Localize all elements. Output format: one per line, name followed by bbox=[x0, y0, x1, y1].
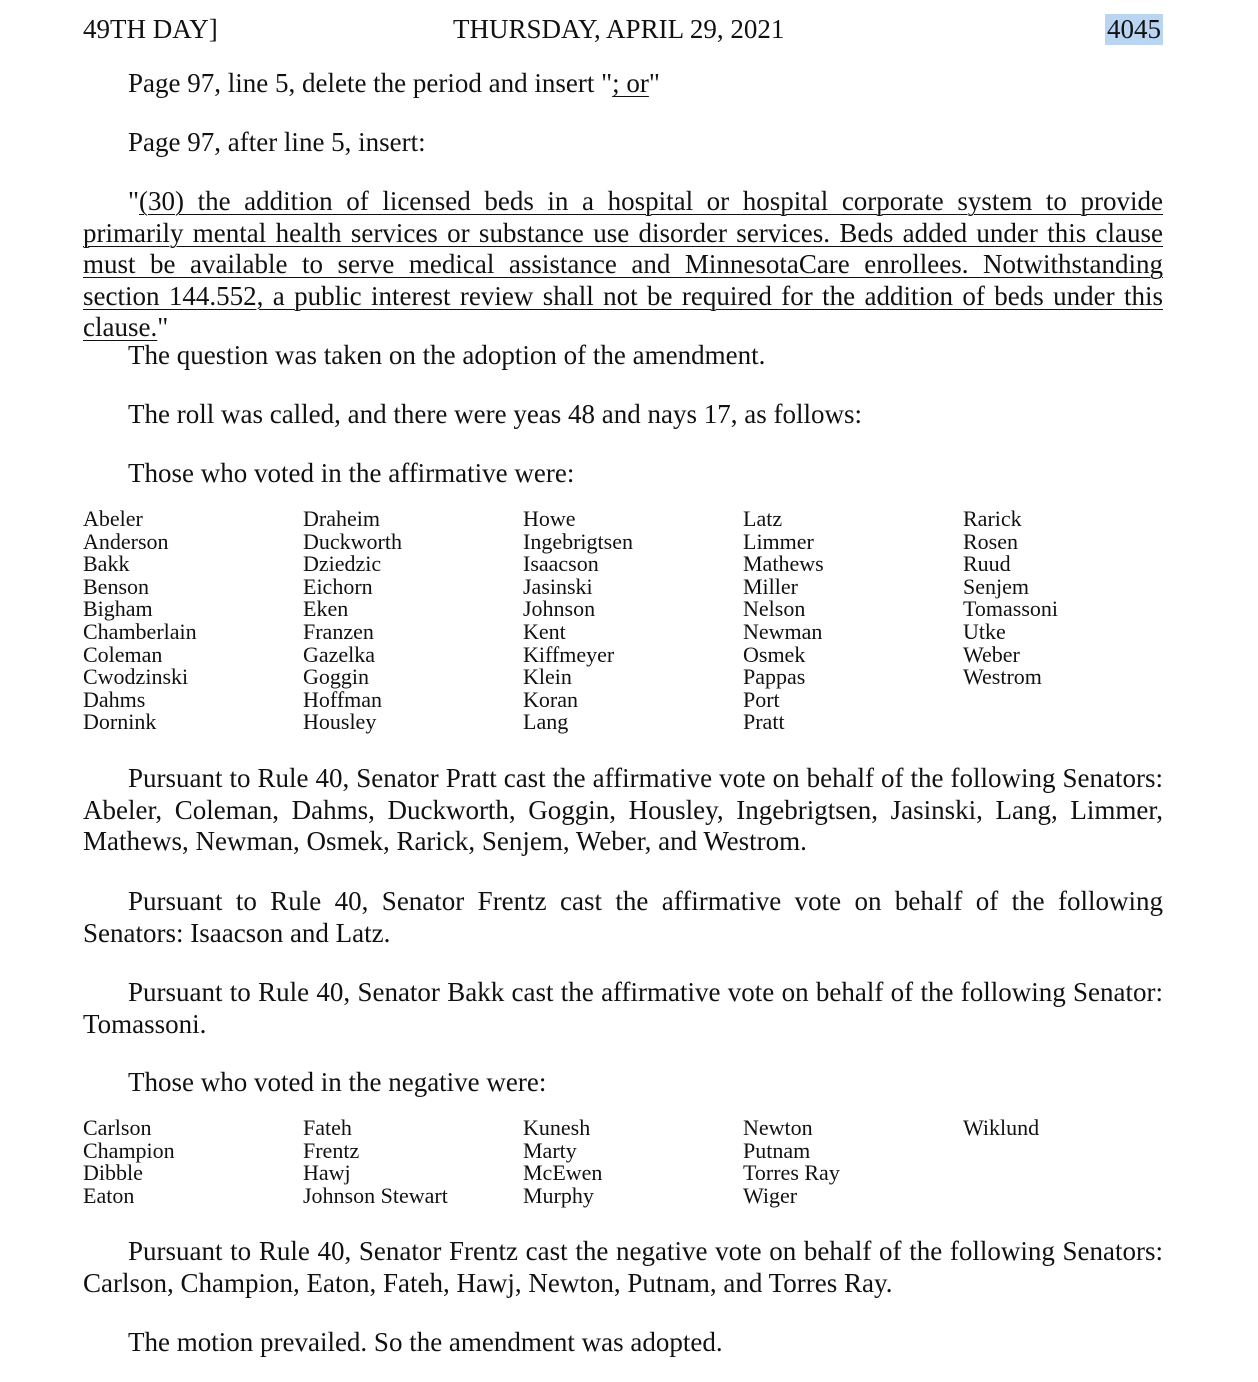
negative-senator-name: Marty bbox=[523, 1137, 577, 1163]
affirmative-senator-name: Chamberlain bbox=[83, 618, 197, 644]
inserted-text-or: ; or bbox=[612, 68, 649, 98]
rule40-pratt-affirmative: Pursuant to Rule 40, Senator Pratt cast the affirmative vote on behalf of the following Senators: Abeler, Coleman, Dahms, Duckworth, Goggin, Housley, Ingebrigtsen, Jasinski, Lang, Limmer, Mathews, Newman, Osmek, Rarick, Senjem, Weber, and Westrom. bbox=[83, 763, 1163, 856]
affirmative-senator-name: Dziedzic bbox=[303, 551, 382, 577]
affirmative-senator-name: Gazelka bbox=[303, 641, 376, 667]
affirmative-senator-name: Benson bbox=[83, 573, 149, 599]
affirmative-senator-name: Coleman bbox=[83, 641, 163, 667]
affirmative-senator-name: Pratt bbox=[743, 709, 785, 735]
negative-senator-name: Frentz bbox=[303, 1137, 360, 1163]
roll-call-statement: The roll was called, and there were yeas 48 and nays 17, as follows: bbox=[128, 399, 863, 429]
affirmative-senator-name: Nelson bbox=[743, 596, 806, 622]
affirmative-senator-name: Draheim bbox=[303, 506, 380, 531]
amendment-line-1-prefix: Page 97, line 5, delete the period and insert " bbox=[128, 68, 613, 98]
negative-senator-name: Champion bbox=[83, 1137, 175, 1163]
affirmative-senator-name: Duckworth bbox=[303, 528, 402, 554]
affirmative-senator-name: Pappas bbox=[743, 664, 806, 690]
rule40-frentz-affirmative: Pursuant to Rule 40, Senator Frentz cast the affirmative vote on behalf of the following Senators: Isaacson and Latz. bbox=[83, 886, 1163, 948]
negative-senator-name: Hawj bbox=[303, 1160, 351, 1186]
affirmative-senator-name: Howe bbox=[523, 506, 576, 531]
negative-senator-name: McEwen bbox=[523, 1160, 603, 1186]
inserted-clause bbox=[83, 186, 1163, 344]
affirmative-senator-name: Koran bbox=[523, 686, 578, 712]
affirmative-senator-name: Dornink bbox=[83, 709, 157, 735]
affirmative-senator-name: Goggin bbox=[303, 664, 369, 690]
affirmative-senator-name: Ruud bbox=[963, 551, 1011, 577]
negative-column bbox=[963, 1117, 1183, 1207]
affirmative-senator-name: Kiffmeyer bbox=[523, 641, 615, 667]
affirmative-column bbox=[303, 508, 523, 734]
affirmative-senator-name: Westrom bbox=[963, 664, 1042, 690]
affirmative-senator-name: Miller bbox=[743, 573, 798, 599]
affirmative-senator-name: Cwodzinski bbox=[83, 664, 189, 690]
amendment-line-2: Page 97, after line 5, insert: bbox=[128, 127, 426, 157]
affirmative-senator-name: Lang bbox=[523, 709, 569, 735]
negative-senator-name: Johnson Stewart bbox=[303, 1182, 448, 1208]
affirmative-senator-name: Klein bbox=[523, 664, 572, 690]
affirmative-senator-name: Limmer bbox=[743, 528, 814, 554]
affirmative-senator-name: Housley bbox=[303, 709, 377, 735]
affirmative-senator-name: Tomassoni bbox=[963, 596, 1059, 622]
negative-senator-name: Eaton bbox=[83, 1182, 135, 1208]
negative-column bbox=[523, 1117, 743, 1207]
negative-senator-name: Kunesh bbox=[523, 1115, 591, 1140]
page-header bbox=[83, 14, 1163, 46]
affirmative-senator-name: Kent bbox=[523, 618, 566, 644]
negative-senator-name: Carlson bbox=[83, 1115, 152, 1140]
affirmative-heading: Those who voted in the affirmative were: bbox=[128, 458, 575, 488]
rule40-bakk-affirmative: Pursuant to Rule 40, Senator Bakk cast the affirmative vote on behalf of the following Senator: Tomassoni. bbox=[83, 977, 1163, 1039]
affirmative-column bbox=[743, 508, 963, 734]
affirmative-senator-name: Weber bbox=[963, 641, 1020, 667]
affirmative-senator-name: Bigham bbox=[83, 596, 153, 622]
header-date: THURSDAY, APRIL 29, 2021 bbox=[453, 14, 785, 44]
motion-result: The motion prevailed. So the amendment was adopted. bbox=[128, 1327, 723, 1357]
negative-senator-name: Dibble bbox=[83, 1160, 143, 1186]
legislative-day: 49TH DAY] bbox=[83, 14, 218, 44]
affirmative-senator-name: Abeler bbox=[83, 506, 143, 531]
page-number[interactable]: 4045 bbox=[1107, 14, 1161, 44]
affirmative-senator-name: Franzen bbox=[303, 618, 374, 644]
negative-column bbox=[743, 1117, 963, 1207]
negative-senator-name: Torres Ray bbox=[743, 1160, 840, 1186]
affirmative-senator-name: Newman bbox=[743, 618, 823, 644]
affirmative-senator-name: Hoffman bbox=[303, 686, 383, 712]
amendment-line-1 bbox=[83, 68, 1163, 100]
inserted-clause-close-quote: " bbox=[157, 312, 169, 342]
affirmative-column bbox=[523, 508, 743, 734]
rule40-frentz-negative: Pursuant to Rule 40, Senator Frentz cast the negative vote on behalf of the following Senators: Carlson, Champion, Eaton, Fateh, Hawj, Newton, Putnam, and Torres Ray. bbox=[83, 1236, 1163, 1298]
affirmative-senator-name: Johnson bbox=[523, 596, 596, 622]
negative-senator-name: Murphy bbox=[523, 1182, 594, 1208]
affirmative-column bbox=[83, 508, 303, 734]
affirmative-roll-table bbox=[83, 508, 1183, 734]
negative-senator-name: Wiklund bbox=[963, 1115, 1040, 1140]
affirmative-senator-name: Bakk bbox=[83, 551, 130, 577]
affirmative-senator-name: Jasinski bbox=[523, 573, 593, 599]
affirmative-senator-name: Port bbox=[743, 686, 780, 712]
affirmative-senator-name: Eken bbox=[303, 596, 349, 622]
affirmative-senator-name: Latz bbox=[743, 506, 783, 531]
negative-senator-name: Wiger bbox=[743, 1182, 798, 1208]
affirmative-senator-name: Isaacson bbox=[523, 551, 599, 577]
affirmative-senator-name: Osmek bbox=[743, 641, 806, 667]
affirmative-senator-name: Rosen bbox=[963, 528, 1018, 554]
negative-roll-table bbox=[83, 1117, 1183, 1207]
negative-senator-name: Putnam bbox=[743, 1137, 811, 1163]
affirmative-senator-name: Anderson bbox=[83, 528, 169, 554]
negative-column bbox=[303, 1117, 523, 1207]
negative-senator-name: Newton bbox=[743, 1115, 813, 1140]
affirmative-senator-name: Rarick bbox=[963, 506, 1022, 531]
affirmative-senator-name: Ingebrigtsen bbox=[523, 528, 633, 554]
affirmative-senator-name: Eichorn bbox=[303, 573, 373, 599]
inserted-clause-open-quote: " bbox=[128, 186, 140, 216]
negative-heading: Those who voted in the negative were: bbox=[128, 1067, 547, 1097]
inserted-clause-text: (30) the addition of licensed beds in a hospital or hospital corporate system to provide primarily mental health services or substance use disorder services. Beds added under this clause must be available to serve medical assistance and MinnesotaCare enrollees. Notwithstanding section 144.552, a public interest review shall not be required for the addition of beds under this clause. bbox=[83, 186, 1163, 342]
amendment-line-1-suffix: " bbox=[648, 68, 660, 98]
affirmative-column bbox=[963, 508, 1183, 734]
affirmative-senator-name: Utke bbox=[963, 618, 1006, 644]
negative-senator-name: Fateh bbox=[303, 1115, 352, 1140]
negative-column bbox=[83, 1117, 303, 1207]
affirmative-senator-name: Mathews bbox=[743, 551, 824, 577]
question-statement: The question was taken on the adoption of the amendment. bbox=[128, 340, 766, 370]
affirmative-senator-name: Senjem bbox=[963, 573, 1029, 599]
affirmative-senator-name: Dahms bbox=[83, 686, 146, 712]
